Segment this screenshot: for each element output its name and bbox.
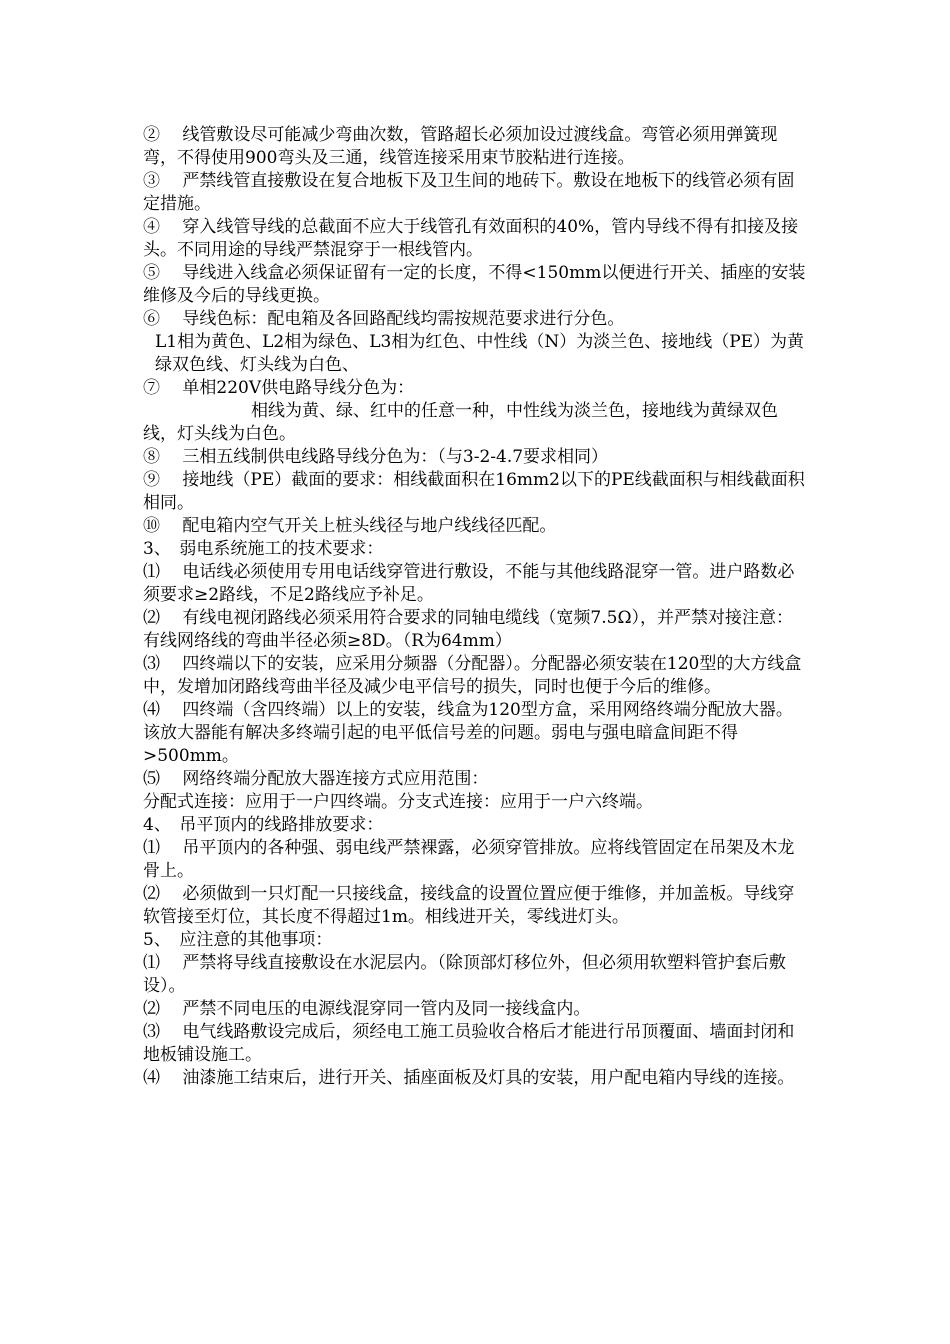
paragraph-other-2: ⑵ 严禁不同电压的电源线混穿同一管内及同一接线盒内。 [143,999,591,1019]
paragraph-item-5: ⑤ 导线进入线盒必须保证留有一定的长度，不得<150mm以便进行开关、插座的安装维修及今后的导线更换。 [143,263,806,306]
paragraph-single-phase-colors: 相线为黄、绿、红中的任意一种，中性线为淡兰色，接地线为黄绿双色线，灯头线为白色。 [143,401,778,444]
paragraph-item-7: ⑦ 单相220V供电路导线分色为： [143,378,415,398]
paragraph-other-1: ⑴ 严禁将导线直接敷设在水泥层内。（除顶部灯移位外，但必须用软塑料管护套后敷设）。 [143,953,786,996]
paragraph-item-6: ⑥ 导线色标：配电箱及各回路配线均需按规范要求进行分色。 [143,309,625,329]
document-body [143,124,809,1090]
paragraph-weak-2: ⑵ 有线电视闭路线必须采用符合要求的同轴电缆线（宽频7.5Ω），并严禁对接注意：有线网络线的弯曲半径必须≥8D。（R为64mm） [143,608,794,651]
paragraph-connection-types: 分配式连接：应用于一户四终端。分支式连接：应用于一户六终端。 [143,792,653,812]
paragraph-item-8: ⑧ 三相五线制供电线路导线分色为：（与3-2-4.7要求相同） [143,447,609,467]
paragraph-ceiling-2: ⑵ 必须做到一只灯配一只接线盒，接线盒的设置位置应便于维修，并加盖板。导线穿软管接至灯位，其长度不得超过1m。相线进开关，零线进灯头。 [143,884,795,927]
paragraph-ceiling-1: ⑴ 吊平顶内的各种强、弱电线严禁裸露，必须穿管排放。应将线管固定在吊架及木龙骨上。 [143,838,795,881]
paragraph-weak-5: ⑸ 网络终端分配放大器连接方式应用范围： [143,769,489,789]
paragraph-item-9: ⑨ 接地线（PE）截面的要求：相线截面积在16mm2以下的PE线截面积与相线截面积相同。 [143,470,805,513]
paragraph-weak-4: ⑷ 四终端（含四终端）以上的安装，线盒为120型方盒，采用网络终端分配放大器。该放大器能有解决多终端引起的电平低信号差的问题。弱电与强电暗盒间距不得>500mm。 [143,700,793,766]
paragraph-item-4: ④ 穿入线管导线的总截面不应大于线管孔有效面积的40%，管内导线不得有扣接及接头。不同用途的导线严禁混穿于一根线管内。 [143,217,799,260]
paragraph-item-2: ② 线管敷设尽可能减少弯曲次数，管路超长必须加设过渡线盒。弯管必须用弹簧现弯，不得使用900弯头及三通，线管连接采用束节胶粘进行连接。 [143,125,778,168]
paragraph-weak-1: ⑴ 电话线必须使用专用电话线穿管进行敷设，不能与其他线路混穿一管。进户路数必须要求≥2路线，不足2路线应予补足。 [143,562,795,605]
paragraph-item-3: ③ 严禁线管直接敷设在复合地板下及卫生间的地砖下。敷设在地板下的线管必须有固定措施。 [143,171,795,214]
section-heading-3: 3、 弱电系统施工的技术要求： [143,539,384,559]
section-heading-5: 5、 应注意的其他事项： [143,930,333,950]
paragraph-other-3: ⑶ 电气线路敷设完成后，须经电工施工员验收合格后才能进行吊顶覆面、墙面封闭和地板铺设施工。 [143,1022,795,1065]
paragraph-item-10: ⑩ 配电箱内空气开关上桩头线径与地户线线径匹配。 [143,516,557,536]
paragraph-color-code: L1相为黄色、L2相为绿色、L3相为红色、中性线（N）为淡兰色、接地线（PE）为黄绿双色线、灯头线为白色、 [155,332,805,375]
paragraph-other-4: ⑷ 油漆施工结束后，进行开关、插座面板及灯具的安装，用户配电箱内导线的连接。 [143,1068,795,1088]
section-heading-4: 4、 吊平顶内的线路排放要求： [143,815,384,835]
paragraph-weak-3: ⑶ 四终端以下的安装，应采用分频器（分配器）。分配器必须安装在120型的大方线盒中，发增加闭路线弯曲半径及减少电平信号的损失，同时也便于今后的维修。 [143,654,802,697]
